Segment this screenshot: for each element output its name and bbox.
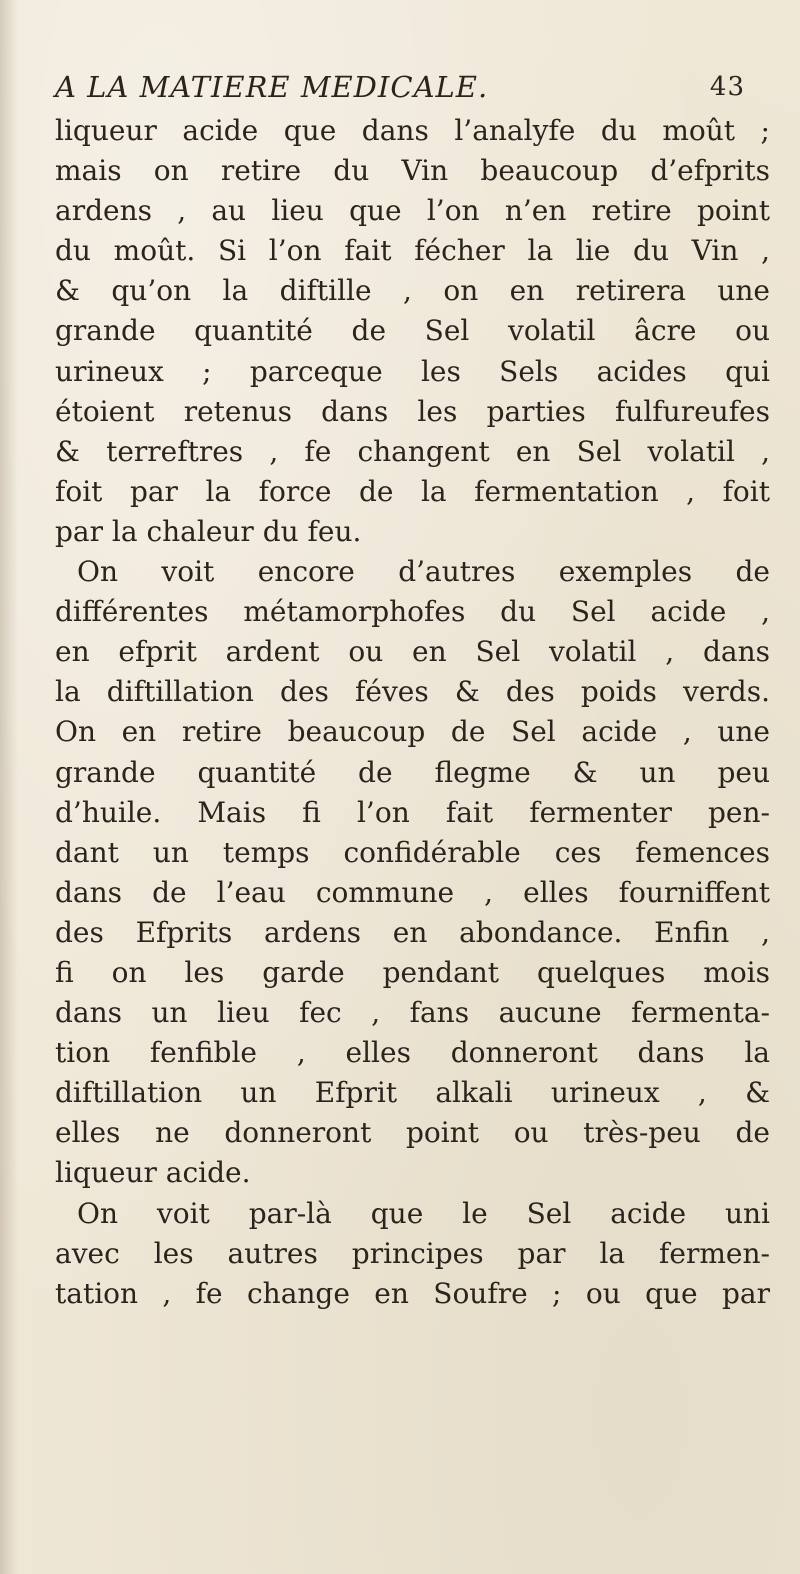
text-line: différentes métamorphofes du Sel acide , bbox=[55, 595, 770, 629]
text-line: avec les autres principes par la fermen- bbox=[55, 1236, 770, 1270]
text-line: grande quantité de flegme & un peu bbox=[55, 755, 770, 789]
page-number: 43 bbox=[709, 72, 745, 102]
text-line: tation , fe change en Soufre ; ou que par bbox=[55, 1276, 770, 1310]
text-line: mais on retire du Vin beaucoup d’efprits bbox=[55, 154, 770, 188]
text-line: du moût. Si l’on fait fécher la lie du Vin , bbox=[55, 234, 770, 268]
text-line: elles ne donneront point ou très-peu de bbox=[55, 1116, 770, 1150]
text-line: urineux ; parceque les Sels acides qui bbox=[55, 354, 770, 388]
text-line: foit par la force de la fermentation , foit bbox=[55, 474, 770, 508]
page-gutter-shadow bbox=[0, 0, 18, 1574]
text-line: tion fenfible , elles donneront dans la bbox=[55, 1036, 770, 1070]
text-line: liqueur acide que dans l’analyfe du moût ; bbox=[55, 114, 770, 147]
text-line: d’huile. Mais fi l’on fait fermenter pen- bbox=[55, 795, 770, 829]
text-line: diftillation un Efprit alkali urineux , & bbox=[55, 1076, 770, 1110]
text-line: dans un lieu fec , fans aucune fermenta- bbox=[55, 996, 770, 1030]
text-line: la diftillation des féves & des poids verds. bbox=[55, 675, 770, 709]
text-line: & qu’on la diftille , on en retirera une bbox=[55, 274, 770, 308]
paragraph-start-line: On voit encore d’autres exemples de bbox=[77, 555, 770, 589]
text-line: On en retire beaucoup de Sel acide , une bbox=[55, 715, 770, 749]
text-line: en efprit ardent ou en Sel volatil , dans bbox=[55, 635, 770, 669]
text-line: grande quantité de Sel volatil âcre ou bbox=[55, 314, 770, 348]
text-line: étoient retenus dans les parties fulfureufes bbox=[55, 394, 770, 428]
text-line: & terreftres , fe changent en Sel volatil , bbox=[55, 434, 770, 468]
text-line: des Efprits ardens en abondance. Enfin , bbox=[55, 915, 770, 949]
paragraph-start-line: On voit par-là que le Sel acide uni bbox=[77, 1196, 770, 1230]
running-head bbox=[55, 70, 745, 110]
text-line: fi on les garde pendant quelques mois bbox=[55, 955, 770, 989]
text-line: dant un temps confidérable ces femences bbox=[55, 835, 770, 869]
running-title: A LA MATIERE MEDICALE. bbox=[55, 70, 489, 104]
text-line: dans de l’eau commune , elles fourniffent bbox=[55, 875, 770, 909]
text-line: par la chaleur du feu. bbox=[55, 514, 362, 548]
text-line: liqueur acide. bbox=[55, 1156, 251, 1190]
text-line: ardens , au lieu que l’on n’en retire point bbox=[55, 194, 770, 228]
body-text bbox=[55, 111, 770, 1314]
